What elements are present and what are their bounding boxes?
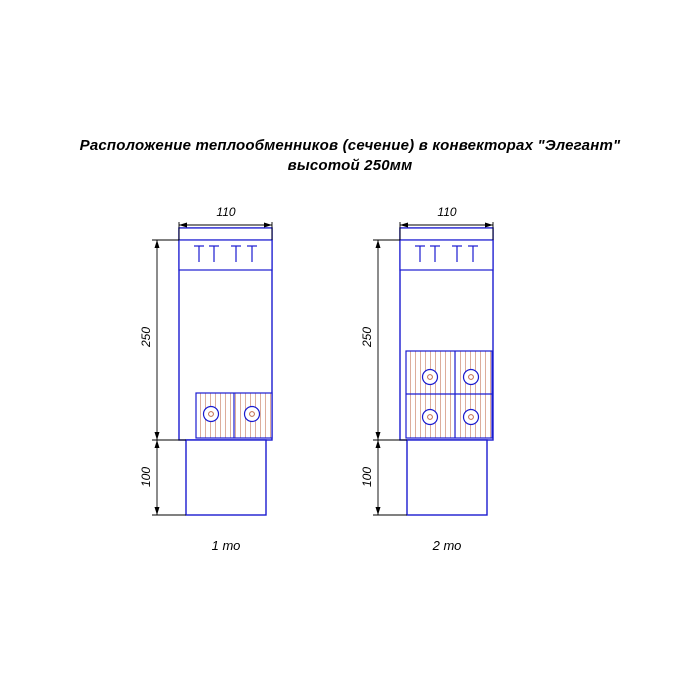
- dim-label-height-1to: 250: [139, 326, 153, 348]
- dim-label-depth-1to: 100: [139, 466, 153, 488]
- caption-2to: 2 то: [432, 538, 462, 553]
- figure-1to: [152, 222, 272, 515]
- caption-1to: 1 то: [211, 538, 241, 553]
- dim-label-width-1to: 110: [216, 205, 236, 219]
- dim-depth-2to: [373, 440, 407, 515]
- dim-depth-1to: [152, 440, 186, 515]
- heat-exchanger-1to: [196, 393, 272, 438]
- diagram-title-line1: Расположение теплообменников (сечение) в конвекторах "Элегант": [79, 137, 621, 154]
- heat-exchanger-2to: [406, 351, 492, 438]
- diagram-title-line2: высотой 250мм: [287, 157, 413, 174]
- dim-label-width-2to: 110: [437, 205, 457, 219]
- dim-label-depth-2to: 100: [360, 466, 374, 488]
- figure-2to: [373, 222, 493, 515]
- dim-label-height-2to: 250: [360, 326, 374, 348]
